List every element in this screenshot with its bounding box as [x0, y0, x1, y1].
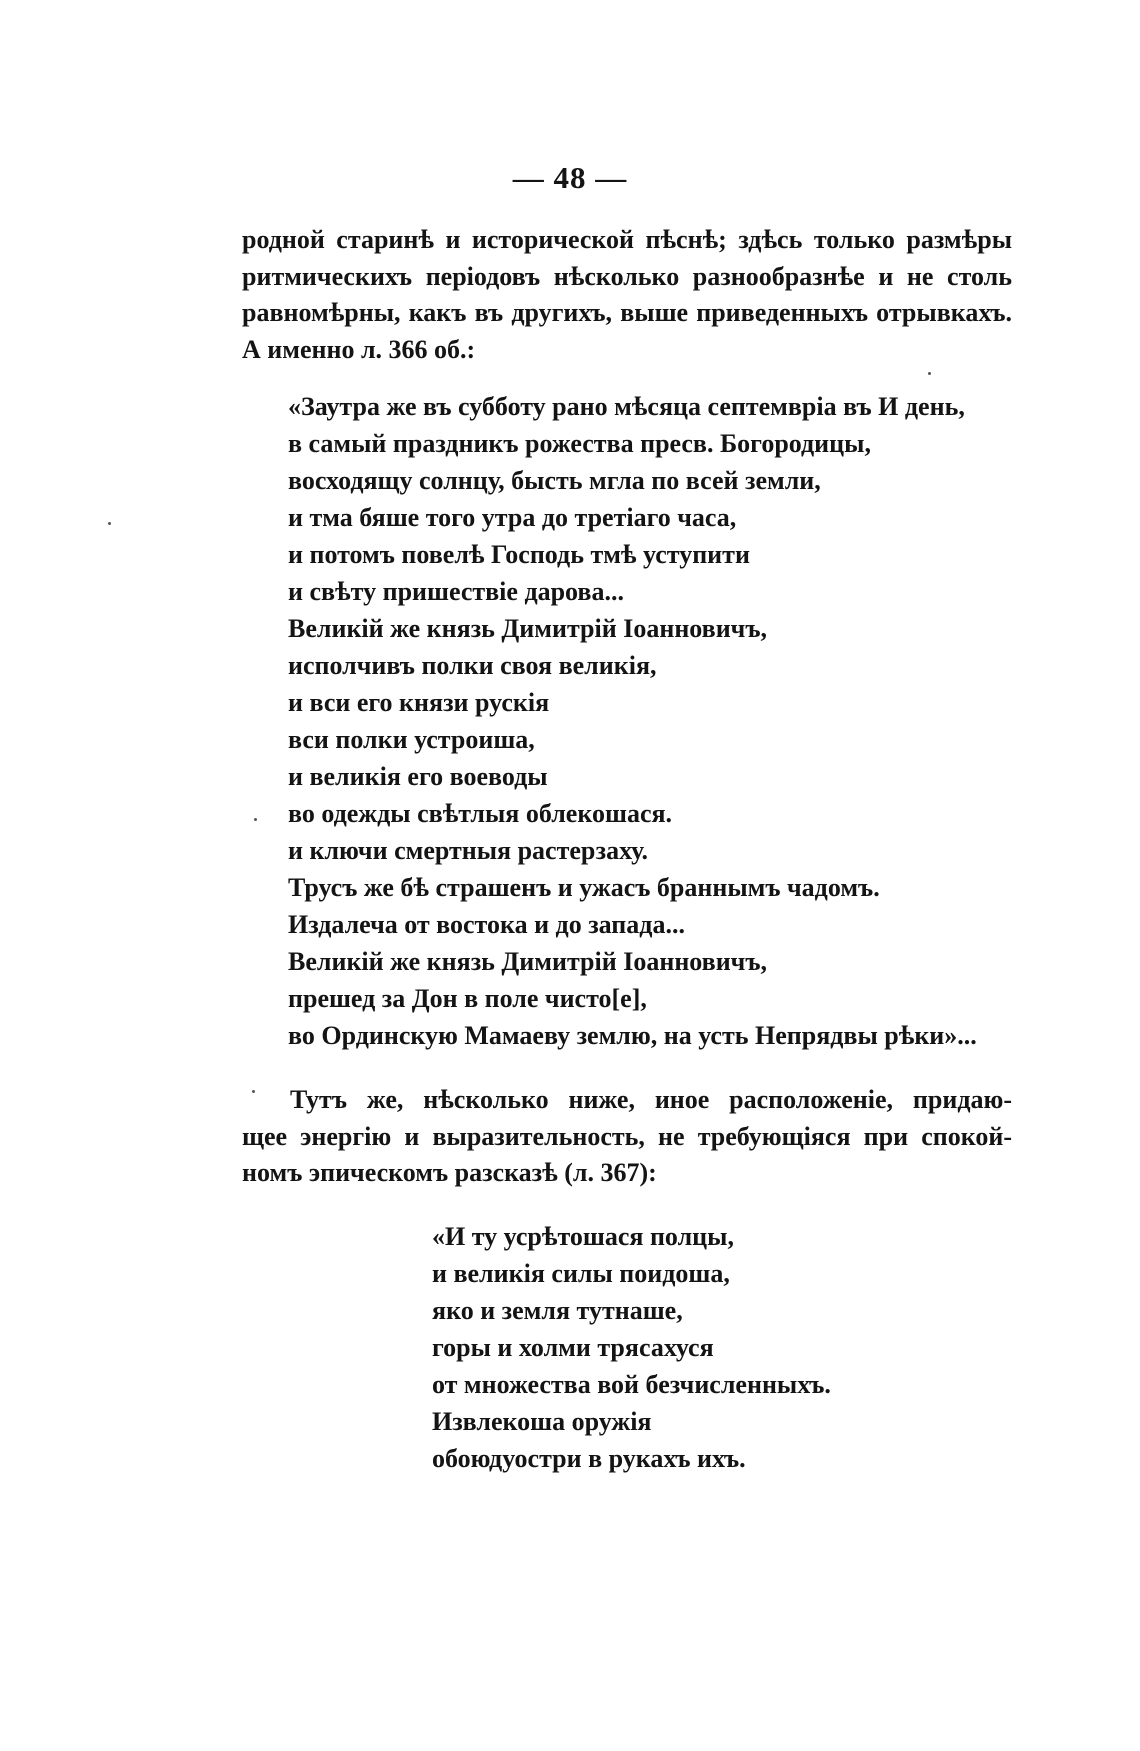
verse-line: и великія его воеводы	[288, 762, 548, 791]
verse-line: в самый праздникъ рожества пресв. Богородицы,	[288, 429, 871, 458]
verse-line: обоюдуостри в рукахъ ихъ.	[432, 1444, 746, 1473]
scan-speck	[108, 522, 111, 525]
verse-line: во одежды свѣтлыя облекошася.	[288, 799, 673, 828]
quoted-verse-1	[288, 388, 977, 1054]
verse-line: Великій же князь Димитрій Іоанновичъ,	[288, 614, 767, 643]
verse-line: «И ту усрѣтошася полцы,	[432, 1222, 734, 1251]
verse-line: исполчивъ полки своя великія,	[288, 651, 657, 680]
intro-paragraph	[242, 222, 1012, 368]
paragraph-line: щее энергію и выразительность, не требующіяся при спокой-	[242, 1121, 1012, 1151]
paragraph-line: родной старинѣ и исторической пѣснѣ; здѣсь только размѣры	[242, 225, 1012, 254]
verse-line: прешед за Дон в поле чисто[е],	[288, 984, 647, 1013]
scan-speck	[254, 818, 257, 821]
scan-speck	[928, 372, 931, 375]
verse-line: во Ординскую Мамаеву землю, на усть Непрядвы рѣки»...	[288, 1021, 977, 1050]
verse-line: «Заутра же въ субботу рано мѣсяца септемвріа въ И день,	[288, 392, 965, 421]
verse-line: и ключи смертныя растерзаху.	[288, 836, 649, 865]
verse-line: и вси его князи рускія	[288, 688, 550, 717]
quoted-verse-2	[432, 1218, 831, 1477]
verse-line: и великія силы поидоша,	[432, 1259, 730, 1288]
verse-line: восходящу солнцу, бысть мгла по всей земли,	[288, 466, 821, 495]
second-paragraph	[242, 1082, 1012, 1192]
verse-line: Трусъ же бѣ страшенъ и ужасъ браннымъ чадомъ.	[288, 873, 880, 902]
verse-line: вси полки устроиша,	[288, 725, 535, 754]
paragraph-line: ритмическихъ періодовъ нѣсколько разнообразнѣе и не столь	[242, 261, 1012, 291]
verse-line: и потомъ повелѣ Господь тмѣ уступити	[288, 540, 750, 569]
verse-line: горы и холми трясахуся	[432, 1333, 714, 1362]
verse-line: яко и земля тутнаше,	[432, 1296, 683, 1325]
verse-line: от множества вой безчисленныхъ.	[432, 1370, 831, 1399]
paragraph-line: А именно л. 366 об.:	[242, 334, 476, 364]
verse-line: и свѣту пришествіе дарова...	[288, 577, 624, 606]
page-number: — 48 —	[512, 160, 628, 195]
verse-line: Великій же князь Димитрій Іоанновичъ,	[288, 947, 767, 976]
paragraph-line: номъ эпическомъ разсказѣ (л. 367):	[242, 1158, 657, 1187]
verse-line: Извлекоша оружія	[432, 1407, 652, 1436]
verse-line: и тма бяше того утра до третіаго часа,	[288, 503, 737, 532]
paragraph-line: Тутъ же, нѣсколько ниже, иное расположеніе, придаю-	[290, 1085, 1012, 1114]
paragraph-line: равномѣрны, какъ въ другихъ, выше приведенныхъ отрывкахъ.	[242, 298, 1012, 327]
verse-line: Издалеча от востока и до запада...	[288, 910, 685, 939]
scan-speck	[252, 1090, 255, 1093]
